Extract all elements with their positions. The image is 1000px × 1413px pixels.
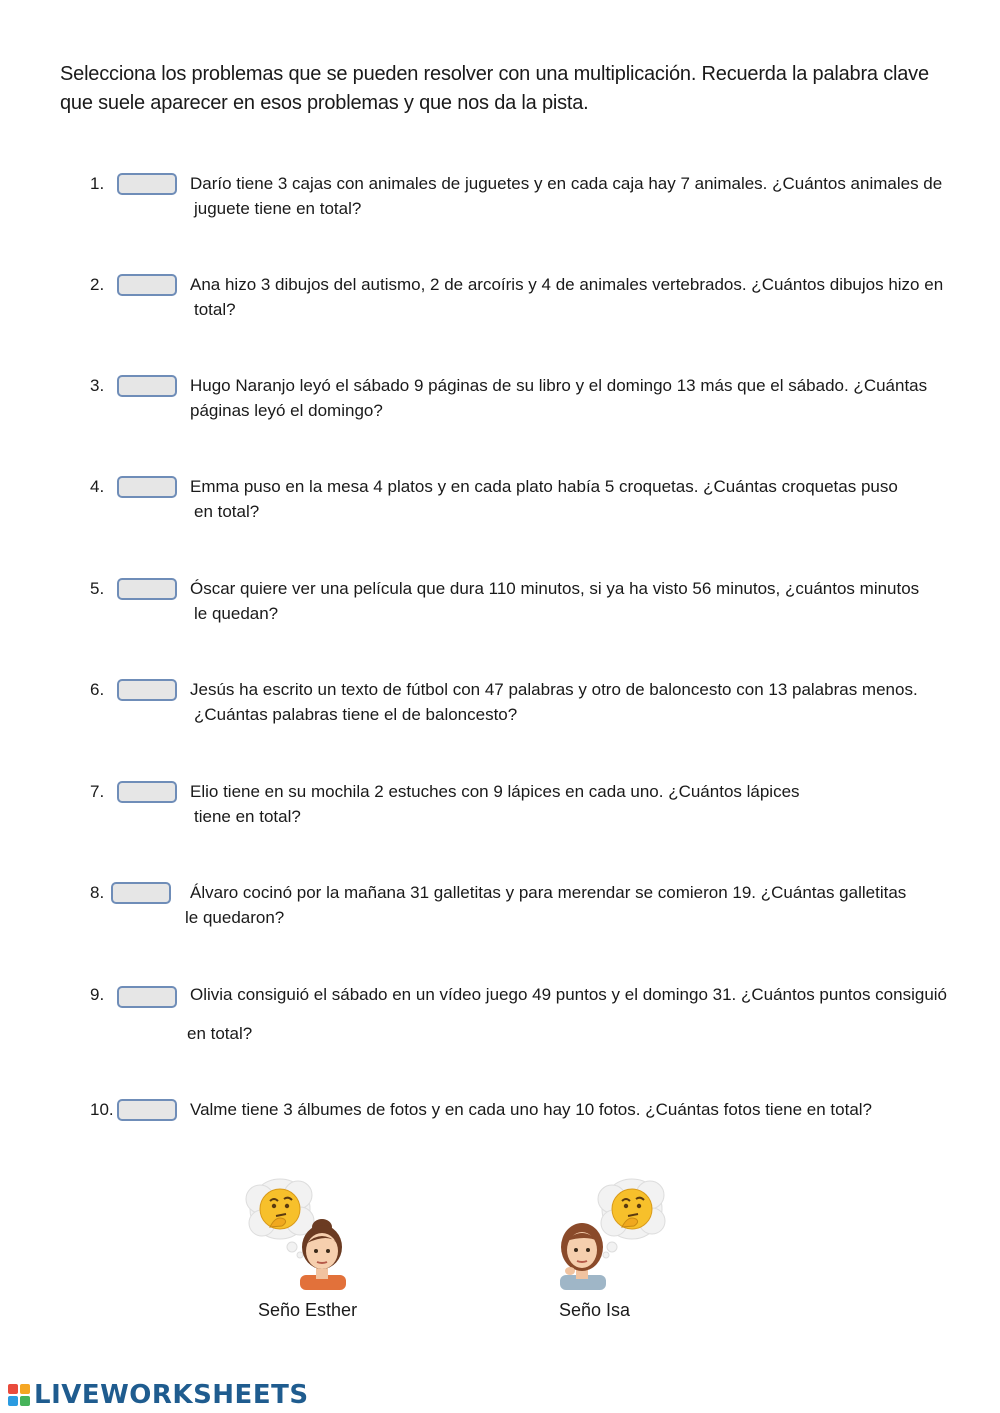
problem-text: Óscar quiere ver una película que dura 110 minutos, si ya ha visto 56 minutos, ¿cuántos minutos <box>190 579 920 598</box>
answer-box-6[interactable] <box>117 679 177 701</box>
problem-number: 9. <box>90 985 105 1004</box>
problem-text-continued: total? <box>194 300 236 319</box>
problem-text: Ana hizo 3 dibujos del autismo, 2 de arcoíris y 4 de animales vertebrados. ¿Cuántos dibujos hizo en <box>190 275 944 294</box>
character-name-esther: Seño Esther <box>258 1300 358 1320</box>
problem-text: Álvaro cocinó por la mañana 31 galletitas y para merendar se comieron 19. ¿Cuántas galletitas <box>190 883 907 902</box>
logo-mark-icon <box>8 1384 30 1406</box>
problem-text-continued: le quedaron? <box>185 908 285 927</box>
problem-number: 6. <box>90 680 105 699</box>
problem-text: Valme tiene 3 álbumes de fotos y en cada uno hay 10 fotos. ¿Cuántas fotos tiene en total? <box>190 1100 873 1119</box>
problem-text-continued: tiene en total? <box>194 807 301 826</box>
problem-number: 5. <box>90 579 105 598</box>
answer-box-8[interactable] <box>111 882 171 904</box>
problem-text: Elio tiene en su mochila 2 estuches con 9 lápices en cada uno. ¿Cuántos lápices <box>190 782 800 801</box>
liveworksheets-logo <box>8 1380 309 1410</box>
problem-number: 2. <box>90 275 105 294</box>
problem-text: Olivia consiguió el sábado en un vídeo juego 49 puntos y el domingo 31. ¿Cuántos puntos consiguió <box>190 985 948 1004</box>
problem-text-continued: en total? <box>194 502 260 521</box>
answer-box-1[interactable] <box>117 173 177 195</box>
problem-text-continued: en total? <box>187 1024 253 1043</box>
thinking-avatar-isa-icon <box>560 1175 675 1290</box>
problem-number: 7. <box>90 782 105 801</box>
answer-box-4[interactable] <box>117 476 177 498</box>
problem-number: 10. <box>90 1100 114 1119</box>
answer-box-3[interactable] <box>117 375 177 397</box>
character-esther <box>240 1175 380 1290</box>
problem-number: 3. <box>90 376 105 395</box>
problem-text-continued: le quedan? <box>194 604 279 623</box>
answer-box-5[interactable] <box>117 578 177 600</box>
logo-text: LIVEWORKSHEETS <box>34 1380 309 1410</box>
problem-number: 4. <box>90 477 105 496</box>
answer-box-9[interactable] <box>117 986 177 1008</box>
answer-box-7[interactable] <box>117 781 177 803</box>
problem-text-continued: juguete tiene en total? <box>194 199 362 218</box>
thinking-avatar-esther-icon <box>240 1175 380 1290</box>
problem-text: Hugo Naranjo leyó el sábado 9 páginas de su libro y el domingo 13 más que el sábado. ¿Cuántas <box>190 376 928 395</box>
instructions-text: Selecciona los problemas que se pueden resolver con una multiplicación. Recuerda la palabra clave que suele aparecer en esos problemas y que nos da la pista. <box>60 63 929 114</box>
problem-text: Jesús ha escrito un texto de fútbol con 47 palabras y otro de baloncesto con 13 palabras menos. <box>190 680 918 699</box>
problem-text-continued: ¿Cuántas palabras tiene el de baloncesto? <box>194 705 518 724</box>
character-name-isa: Seño Isa <box>559 1300 631 1320</box>
character-isa <box>560 1175 675 1290</box>
answer-box-10[interactable] <box>117 1099 177 1121</box>
problem-number: 1. <box>90 174 105 193</box>
problem-number: 8. <box>90 883 105 902</box>
problem-text: Darío tiene 3 cajas con animales de juguetes y en cada caja hay 7 animales. ¿Cuántos animales de <box>190 174 943 193</box>
problem-text: Emma puso en la mesa 4 platos y en cada plato había 5 croquetas. ¿Cuántas croquetas puso <box>190 477 898 496</box>
answer-box-2[interactable] <box>117 274 177 296</box>
problem-text-continued: páginas leyó el domingo? <box>190 401 383 420</box>
